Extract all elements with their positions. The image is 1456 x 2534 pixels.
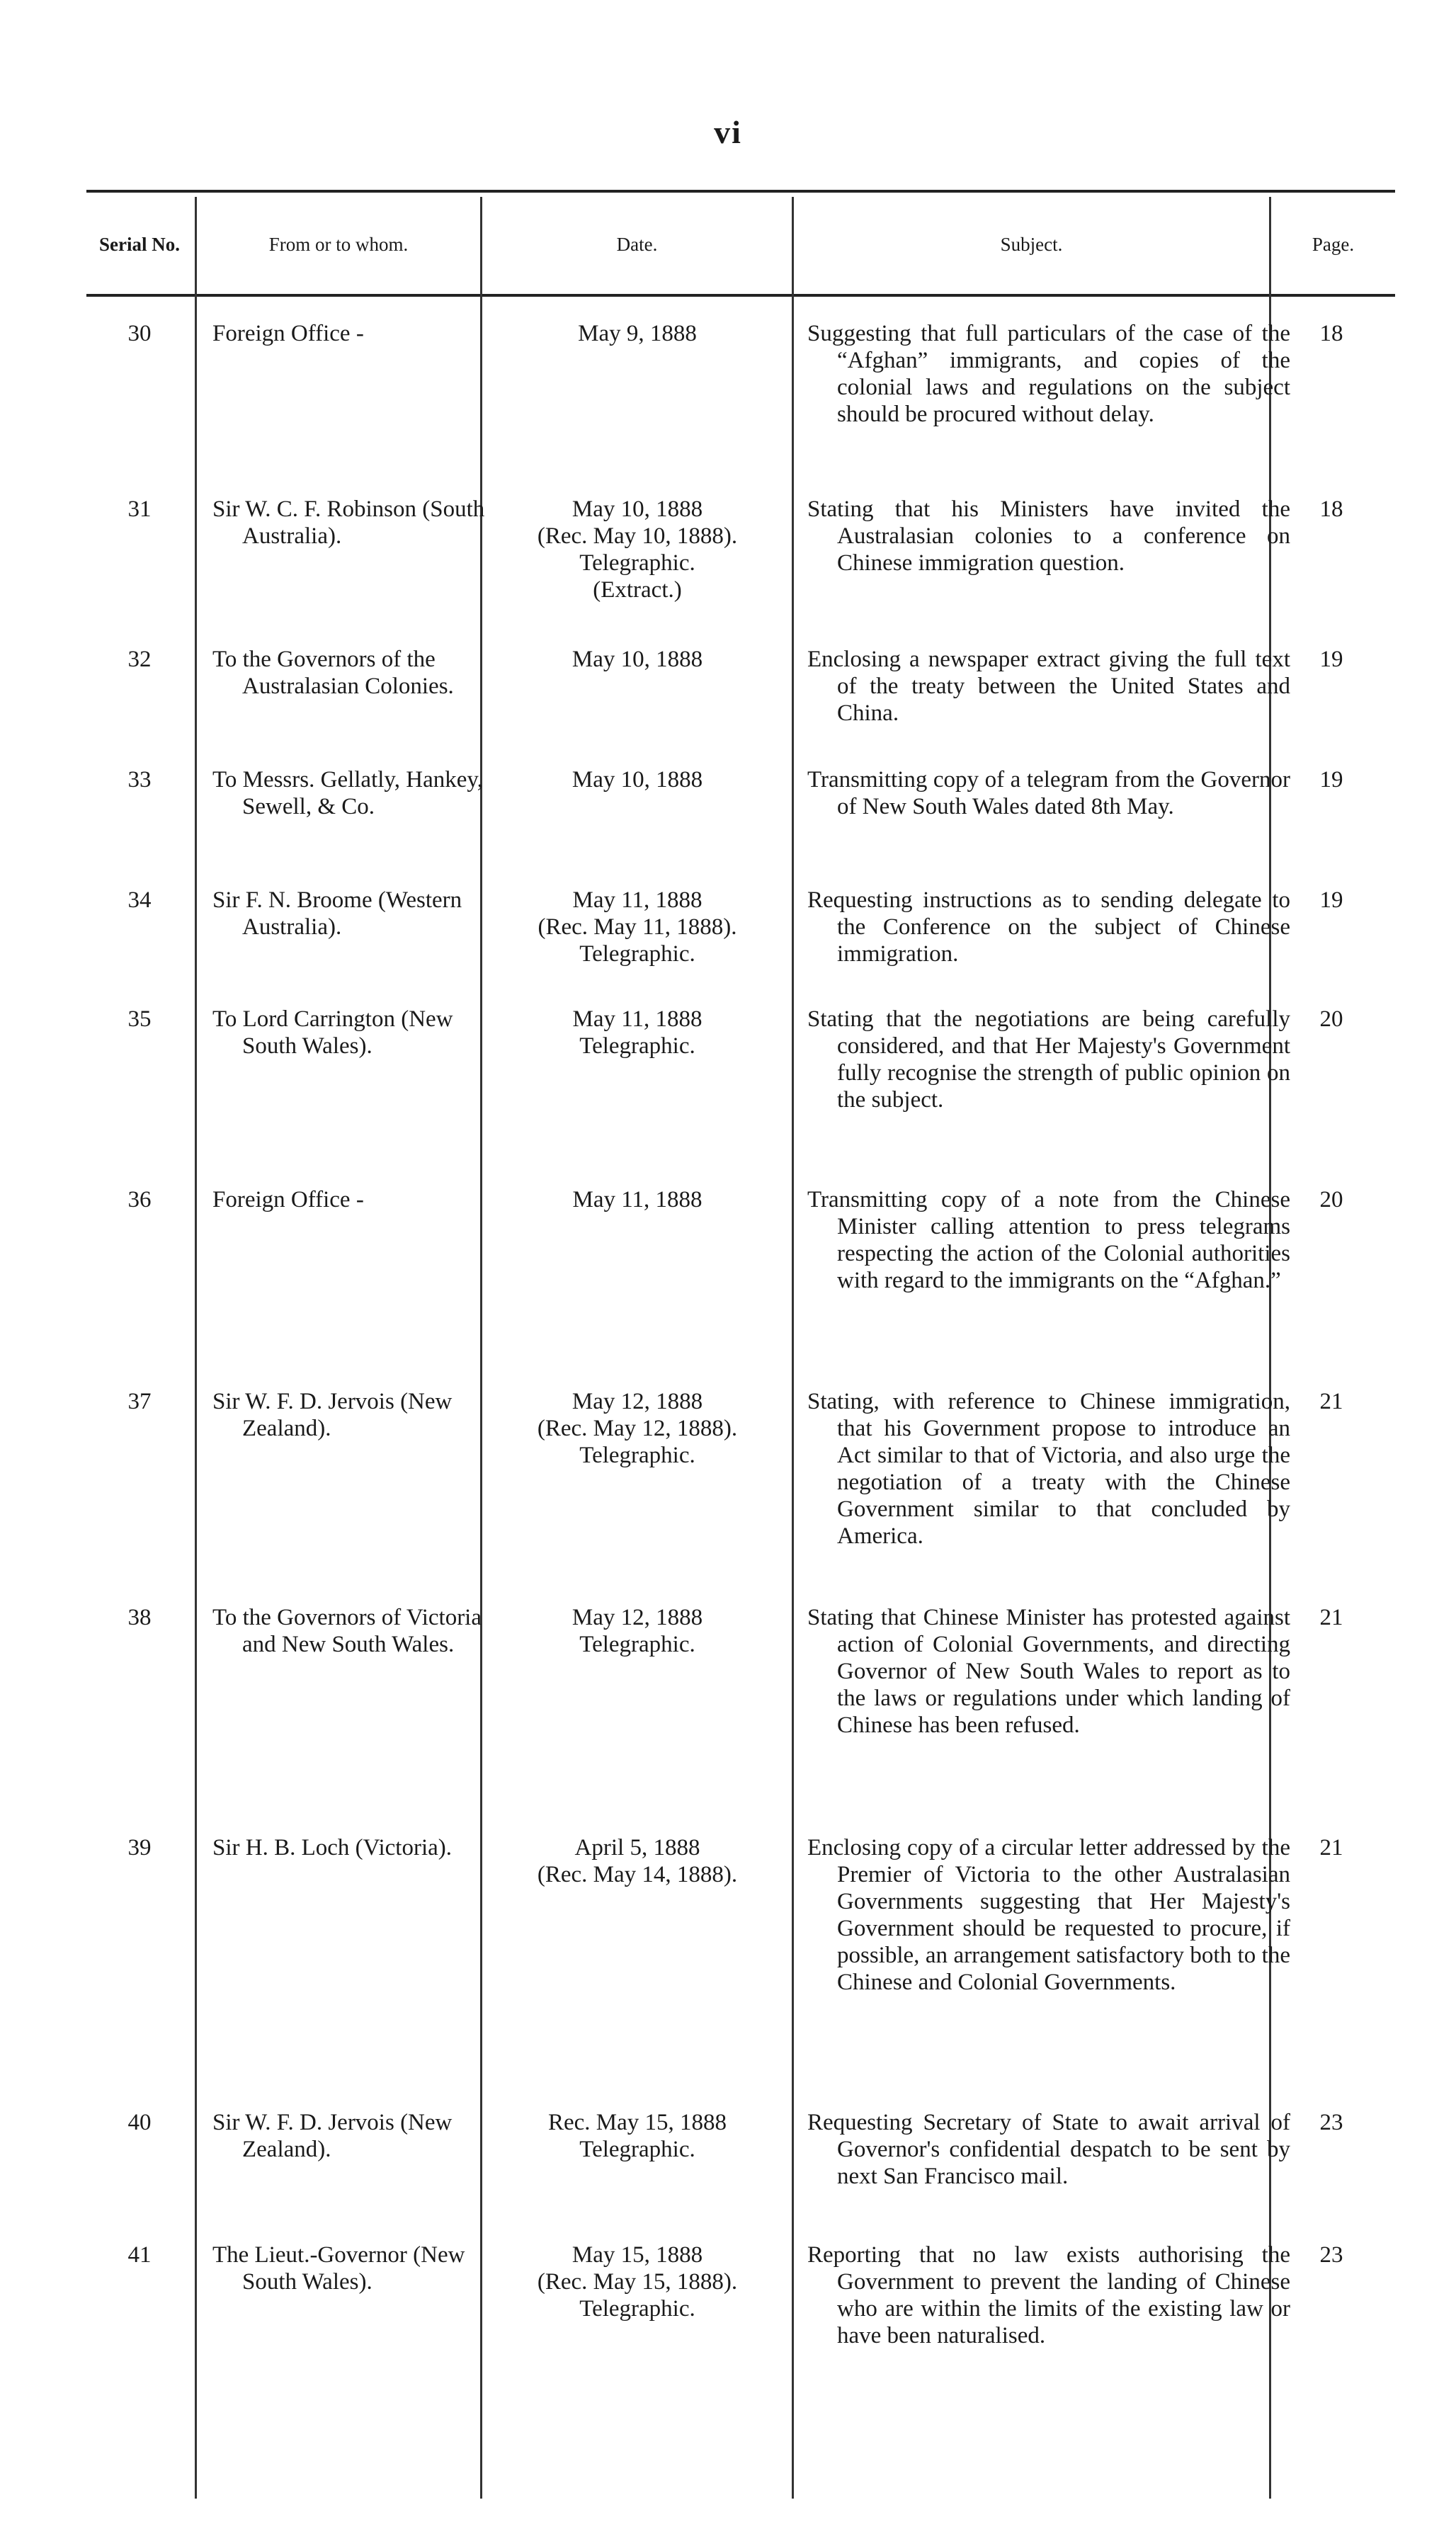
from-to-whom: Foreign Office - bbox=[212, 321, 364, 346]
subject: Enclosing copy of a circular letter addressed by the Premier of Victoria to the other Australasian Governments suggesting that Her Majesty's Government should be requested to procure, if possible, an arrangement satisfactory both to the Chinese and Colonial Governments. bbox=[807, 1835, 1290, 1995]
header-subject: Subject. bbox=[1000, 233, 1063, 255]
subject: Transmitting copy of a note from the Chinese Minister calling attention to press telegrams respecting the action of the Colonial authorities with regard to the immigrants on the “Afghan.” bbox=[807, 1187, 1290, 1293]
from-to-whom: To Lord Carrington (New South Wales). bbox=[212, 1006, 453, 1059]
from-to-whom: Sir W. C. F. Robinson (South Australia). bbox=[212, 496, 485, 549]
serial-number: 35 bbox=[127, 1006, 152, 1032]
date-line: (Rec. May 14, 1888). bbox=[537, 1862, 738, 1887]
serial-number: 37 bbox=[127, 1389, 152, 1414]
subject: Requesting instructions as to sending delegate to the Conference on the subject of Chinese immigration. bbox=[807, 887, 1290, 967]
date-line: May 11, 1888 bbox=[572, 1006, 703, 1032]
date-line: May 10, 1888 bbox=[571, 647, 703, 672]
date-line: (Rec. May 15, 1888). bbox=[537, 2269, 738, 2295]
date-line: Telegraphic. bbox=[579, 1632, 695, 1657]
date-cell bbox=[482, 496, 793, 603]
date-line: May 12, 1888 bbox=[571, 1605, 703, 1630]
date-line: Telegraphic. bbox=[579, 1033, 695, 1059]
subject: Enclosing a newspaper extract giving the full text of the treaty between the United States and China. bbox=[807, 647, 1290, 726]
page-ref: 21 bbox=[1319, 1835, 1343, 1860]
date-line: May 10, 1888 bbox=[571, 767, 703, 792]
page-ref: 18 bbox=[1319, 496, 1343, 522]
page-number: vi bbox=[714, 114, 742, 150]
date-line: (Rec. May 11, 1888). bbox=[538, 914, 737, 940]
subject: Stating that his Ministers have invited the Australasian colonies to a conference on Chinese immigration question. bbox=[807, 496, 1290, 576]
date-line: (Rec. May 10, 1888). bbox=[537, 523, 738, 549]
date-cell bbox=[482, 646, 793, 673]
date-cell bbox=[482, 1388, 793, 1469]
from-to-whom: To Messrs. Gellatly, Hankey, Sewell, & Co. bbox=[212, 767, 483, 819]
subject: Stating that the negotiations are being carefully considered, and that Her Majesty's Government fully recognise the strength of public opinion on the subject. bbox=[807, 1006, 1290, 1113]
header-page: Page. bbox=[1312, 233, 1355, 255]
serial-number: 36 bbox=[127, 1187, 152, 1212]
page-ref: 20 bbox=[1319, 1187, 1343, 1212]
page-ref: 23 bbox=[1319, 2242, 1343, 2268]
date-line: May 12, 1888 bbox=[571, 1389, 703, 1414]
serial-number: 33 bbox=[127, 767, 152, 792]
from-to-whom: Foreign Office - bbox=[212, 1187, 364, 1212]
date-cell bbox=[482, 1834, 793, 1888]
date-line: Telegraphic. bbox=[579, 1443, 695, 1468]
column-divider bbox=[195, 197, 197, 2499]
date-line: Rec. May 15, 1888 bbox=[547, 2110, 727, 2135]
date-line: (Rec. May 12, 1888). bbox=[537, 1416, 738, 1441]
from-to-whom: Sir W. F. D. Jervois (New Zealand). bbox=[212, 1389, 453, 1441]
header-serial: Serial No. bbox=[99, 233, 180, 255]
page-ref: 18 bbox=[1319, 321, 1343, 346]
date-cell bbox=[482, 887, 793, 967]
date-line: Telegraphic. bbox=[579, 2137, 695, 2162]
date-cell bbox=[482, 1186, 793, 1213]
subject: Stating that Chinese Minister has protested against action of Colonial Governments, and directing Governor of New South Wales to report as to the laws or regulations under which landing of Chinese has been refused. bbox=[807, 1605, 1290, 1738]
page-ref: 20 bbox=[1319, 1006, 1343, 1032]
from-to-whom: The Lieut.-Governor (New South Wales). bbox=[212, 2242, 465, 2295]
date-line: May 10, 1888 bbox=[571, 496, 703, 522]
date-line: May 11, 1888 bbox=[572, 1187, 703, 1212]
date-line: May 9, 1888 bbox=[578, 321, 697, 346]
header-rule bbox=[86, 294, 1395, 297]
serial-number: 38 bbox=[127, 1605, 152, 1630]
subject: Transmitting copy of a telegram from the Governor of New South Wales dated 8th May. bbox=[807, 767, 1290, 819]
from-to-whom: To the Governors of Victoria and New South Wales. bbox=[212, 1605, 482, 1657]
date-line: April 5, 1888 bbox=[574, 1835, 700, 1860]
subject: Requesting Secretary of State to await arrival of Governor's confidential despatch to be sent by next San Francisco mail. bbox=[807, 2110, 1290, 2189]
serial-number: 40 bbox=[127, 2110, 152, 2135]
date-line: May 11, 1888 bbox=[572, 887, 703, 913]
header-date: Date. bbox=[616, 233, 658, 255]
date-cell bbox=[482, 766, 793, 793]
from-to-whom: Sir F. N. Broome (Western Australia). bbox=[212, 887, 462, 940]
top-rule bbox=[86, 190, 1395, 193]
date-line: Telegraphic. bbox=[579, 2296, 695, 2322]
date-line: Telegraphic. bbox=[579, 941, 695, 967]
date-cell bbox=[482, 1006, 793, 1059]
header-from: From or to whom. bbox=[268, 233, 409, 255]
page-ref: 19 bbox=[1319, 647, 1343, 672]
date-line: May 15, 1888 bbox=[571, 2242, 703, 2268]
serial-number: 31 bbox=[127, 496, 152, 522]
serial-number: 34 bbox=[127, 887, 152, 913]
subject: Reporting that no law exists authorising the Government to prevent the landing of Chinese who are within the limits of the existing law or have been naturalised. bbox=[807, 2242, 1290, 2348]
page-ref: 21 bbox=[1319, 1605, 1343, 1630]
subject: Stating, with reference to Chinese immigration, that his Government propose to introduce an Act similar to that of Victoria, and also urge the negotiation of a treaty with the Chinese Government similar to that concluded by America. bbox=[807, 1389, 1290, 1549]
from-to-whom: Sir H. B. Loch (Victoria). bbox=[212, 1835, 453, 1860]
date-line: Telegraphic. bbox=[579, 550, 695, 576]
serial-number: 41 bbox=[127, 2242, 152, 2268]
serial-number: 39 bbox=[127, 1835, 152, 1860]
subject: Suggesting that full particulars of the case of the “Afghan” immigrants, and copies of the colonial laws and regulations on the subject should be procured without delay. bbox=[807, 321, 1290, 427]
from-to-whom: To the Governors of the Australasian Colonies. bbox=[212, 647, 454, 699]
from-to-whom: Sir W. F. D. Jervois (New Zealand). bbox=[212, 2110, 453, 2162]
date-cell bbox=[482, 1604, 793, 1658]
serial-number: 30 bbox=[127, 321, 152, 346]
serial-number: 32 bbox=[127, 647, 152, 672]
date-cell bbox=[482, 2109, 793, 2163]
date-cell bbox=[482, 320, 793, 347]
page-ref: 21 bbox=[1319, 1389, 1343, 1414]
page-ref: 23 bbox=[1319, 2110, 1343, 2135]
page-ref: 19 bbox=[1319, 767, 1343, 792]
date-cell bbox=[482, 2242, 793, 2322]
page-ref: 19 bbox=[1319, 887, 1343, 913]
date-line: (Extract.) bbox=[593, 577, 682, 603]
